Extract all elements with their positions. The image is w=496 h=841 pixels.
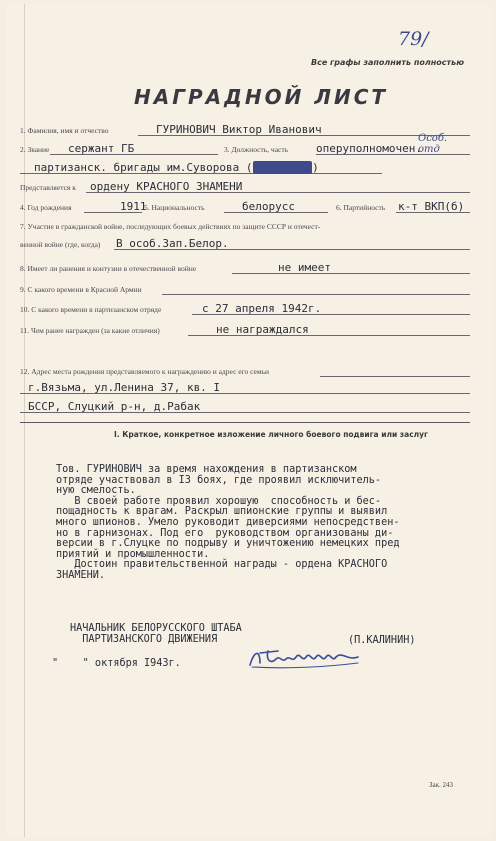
field-value: ГУРИНОВИЧ Виктор Иванович (156, 123, 322, 136)
field-label: 4. Год рождения (20, 203, 72, 212)
field-value: г.Вязьма, ул.Ленина 37, кв. I (28, 381, 221, 394)
field-label: венной войне (где, когда) (20, 240, 101, 249)
award-sheet (6, 4, 492, 837)
field-label: 12. Адрес места рождения представляемого к награждению и адрес его семьи (20, 367, 270, 376)
field-address-label (20, 363, 470, 377)
field-value: не награждался (216, 323, 309, 336)
field-label: 9. С какого времени в Красной Армии (20, 285, 142, 294)
field-civil-war-label (20, 220, 470, 232)
field-value: ордену КРАСНОГО ЗНАМЕНИ (90, 180, 243, 193)
field-value: 1911 (120, 200, 147, 213)
field-rank-position (20, 133, 470, 155)
field-label: 2. Звание (20, 145, 50, 154)
field-address-2 (20, 399, 470, 413)
field-value: оперуполномочен. (316, 142, 422, 155)
document-title: НАГРАДНОЙ ЛИСТ (134, 85, 389, 109)
field-label: 5. Национальность (144, 203, 205, 212)
field-prior-awards (20, 322, 470, 336)
underline (320, 376, 470, 377)
field-value: с 27 апреля 1942г. (202, 302, 322, 315)
field-address-1 (20, 380, 470, 394)
struck-text: Кировской (252, 161, 313, 174)
field-red-army (20, 281, 470, 295)
section-label: I. Краткое, конкретное изложение личного боевого подвига или заслуг (114, 430, 428, 439)
field-birth-nationality-party (20, 199, 470, 213)
field-value: к-т ВКП(б) (398, 200, 465, 213)
order-number: Зак. 243 (429, 781, 454, 789)
field-value: БССР, Слуцкий р-н, д.Рабак (28, 400, 201, 413)
section-divider (20, 422, 470, 423)
field-name (20, 122, 470, 136)
field-label: 10. С какого времени в партизанском отряде (20, 305, 162, 314)
date-line: " " октября I943г. (52, 658, 181, 669)
field-value: белорусс (242, 200, 295, 213)
field-label: 6. Партийность (336, 203, 386, 212)
underline (162, 294, 470, 295)
field-label: 3. Должность, часть (224, 145, 289, 154)
field-value: сержант ГБ (68, 142, 135, 155)
field-wounds (20, 260, 470, 274)
field-value (34, 161, 319, 174)
field-label: 8. Имеет ли ранения и контузии в отечественной войне (20, 264, 197, 273)
field-civil-war (20, 236, 470, 250)
field-award (20, 179, 470, 193)
field-unit (20, 160, 470, 174)
header-note: Все графы заполнить полностью (311, 58, 464, 67)
handwritten-note: Особ. отд (418, 133, 448, 155)
field-label: 1. Фамилия, имя и отчество (20, 126, 109, 135)
underline (232, 273, 470, 274)
archive-number: 79/ (398, 28, 429, 50)
unit-text: партизанск. бригады им.Суворова ( (34, 161, 253, 174)
handwritten-signature (246, 645, 366, 671)
field-partisan (20, 301, 470, 315)
field-label: 7. Участие в гражданской войне, последующих боевых действиях по защите СССР и отечест- (20, 222, 321, 231)
field-label: 11. Чем ранее награжден (за какие отличия) (20, 326, 160, 335)
field-value: не имеет (278, 261, 331, 274)
unit-suffix: ) (312, 161, 319, 174)
signature-block: НАЧАЛЬНИК БЕЛОРУССКОГО ШТАБА ПАРТИЗАНСКОГО ДВИЖЕНИЯ (70, 623, 242, 645)
field-value: В особ.Зап.Белор. (116, 237, 229, 250)
field-label: Представляется к (20, 183, 76, 192)
body-text: Тов. ГУРИНОВИЧ за время нахождения в партизанском отряде участвовал в I3 боях, где проявил исключитель- ную смелость. В своей работе проявил хорошую способность и бес- пощадность к врагам. Раскрыл шпионские группы и выявил много шпионов. Умело руководит диверсиями непосредствен- но в гарнизонах. Под его руководством организованы ди- версии в г.Слуцке по подрыву и уничтожению немецких пред приятий и промышленности. Достоин правительственной награды - ордена КРАСНОГО ЗНАМЕНИ. (56, 464, 400, 581)
signer-name: (П.КАЛИНИН) (348, 635, 416, 646)
